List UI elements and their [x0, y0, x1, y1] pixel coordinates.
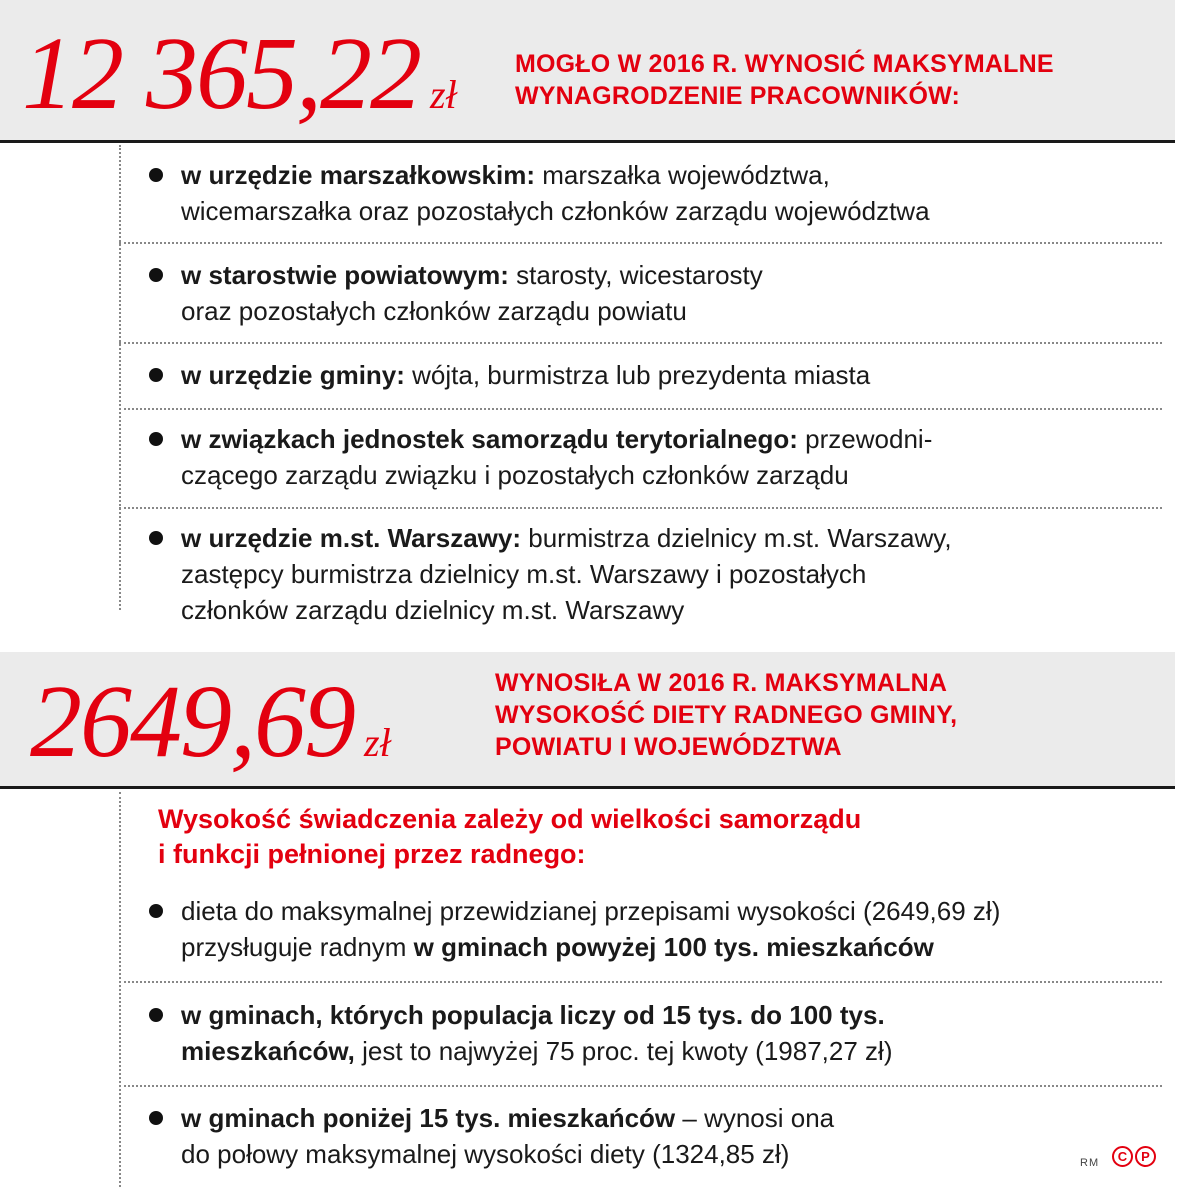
- item-text: wójta, burmistrza lub prezydenta miasta: [404, 360, 871, 390]
- item-text: członków zarządu dzielnicy m.st. Warszawy: [181, 595, 685, 625]
- item-text: dieta do maksymalnej przewidzianej przepisami wysokości (2649,69 zł): [181, 896, 1001, 926]
- item-bold-text: w starostwie powiatowym:: [181, 260, 509, 290]
- salary-list: [119, 145, 1162, 632]
- list-item: [119, 885, 1162, 981]
- bullet-icon: [149, 268, 163, 282]
- item-bold-text: w związkach jednostek samorządu terytorialnego:: [181, 424, 798, 454]
- list-item: [119, 983, 1162, 1085]
- allowance-headline-line: POWIATU I WOJEWÓDZTWA: [495, 733, 842, 761]
- item-text: burmistrza dzielnicy m.st. Warszawy,: [521, 523, 952, 553]
- bullet-icon: [149, 368, 163, 382]
- allowance-headline-line: WYSOKOŚĆ DIETY RADNEGO GMINY,: [495, 701, 958, 729]
- item-text: przysługuje radnym: [181, 932, 414, 962]
- allowance-headline: [495, 667, 1155, 763]
- author-credit: RM: [1080, 1157, 1100, 1169]
- salary-headline-line: MOGŁO W 2016 R. WYNOSIĆ MAKSYMALNE: [515, 50, 1054, 78]
- copyright-icon: C: [1112, 1146, 1133, 1167]
- bullet-icon: [149, 168, 163, 182]
- bullet-icon: [149, 1111, 163, 1125]
- item-text: zastępcy burmistrza dzielnicy m.st. Warszawy i pozostałych: [181, 559, 867, 589]
- item-bold-text: w urzędzie marszałkowskim:: [181, 160, 536, 190]
- salary-amount-number: 12 365,22: [22, 16, 420, 131]
- list-item: [119, 1087, 1162, 1178]
- copyright-badges: [1112, 1146, 1156, 1167]
- list-item: [119, 244, 1162, 342]
- item-bold-text: mieszkańców,: [181, 1036, 355, 1066]
- item-text: starosty, wicestarosty: [508, 260, 763, 290]
- item-text: – wynosi ona: [675, 1103, 835, 1133]
- item-text: wicemarszałka oraz pozostałych członków zarządu województwa: [181, 196, 930, 226]
- allowance-subtitle: [158, 802, 1058, 872]
- item-bold-text: w urzędzie gminy:: [181, 360, 405, 390]
- subtitle-line: Wysokość świadczenia zależy od wielkości samorządu: [158, 804, 862, 834]
- item-text: do połowy maksymalnej wysokości diety (1324,85 zł): [181, 1139, 790, 1169]
- allowance-amount-currency: zł: [364, 720, 391, 765]
- item-bold-text: w urzędzie m.st. Warszawy:: [181, 523, 522, 553]
- allowance-amount-number: 2649,69: [30, 664, 354, 779]
- item-bold-text: w gminach, których populacja liczy od 15 tys. do 100 tys.: [181, 1000, 885, 1030]
- bullet-icon: [149, 531, 163, 545]
- bullet-icon: [149, 432, 163, 446]
- salary-amount-currency: zł: [430, 72, 457, 117]
- list-item: [119, 410, 1162, 507]
- salary-headline: [515, 48, 1155, 112]
- item-text: oraz pozostałych członków zarządu powiatu: [181, 296, 687, 326]
- list-item: [119, 344, 1162, 408]
- salary-amount: [22, 16, 457, 131]
- item-bold-text: w gminach poniżej 15 tys. mieszkańców: [181, 1103, 676, 1133]
- bullet-icon: [149, 904, 163, 918]
- item-text: czącego zarządu związku i pozostałych członków zarządu: [181, 460, 849, 490]
- bullet-icon: [149, 1008, 163, 1022]
- allowance-amount: [30, 664, 391, 779]
- allowance-list: [119, 885, 1162, 1178]
- item-bold-text: w gminach powyżej 100 tys. mieszkańców: [413, 932, 934, 962]
- salary-headline-line: WYNAGRODZENIE PRACOWNIKÓW:: [515, 82, 960, 110]
- list-item: [119, 145, 1162, 242]
- subtitle-line: i funkcji pełnionej przez radnego:: [158, 839, 586, 869]
- item-text: jest to najwyżej 75 proc. tej kwoty (1987,27 zł): [354, 1036, 893, 1066]
- allowance-headline-line: WYNOSIŁA W 2016 R. MAKSYMALNA: [495, 669, 948, 697]
- item-text: marszałka województwa,: [535, 160, 830, 190]
- list-item: [119, 509, 1162, 632]
- item-text: przewodni-: [797, 424, 933, 454]
- phonogram-icon: P: [1135, 1146, 1156, 1167]
